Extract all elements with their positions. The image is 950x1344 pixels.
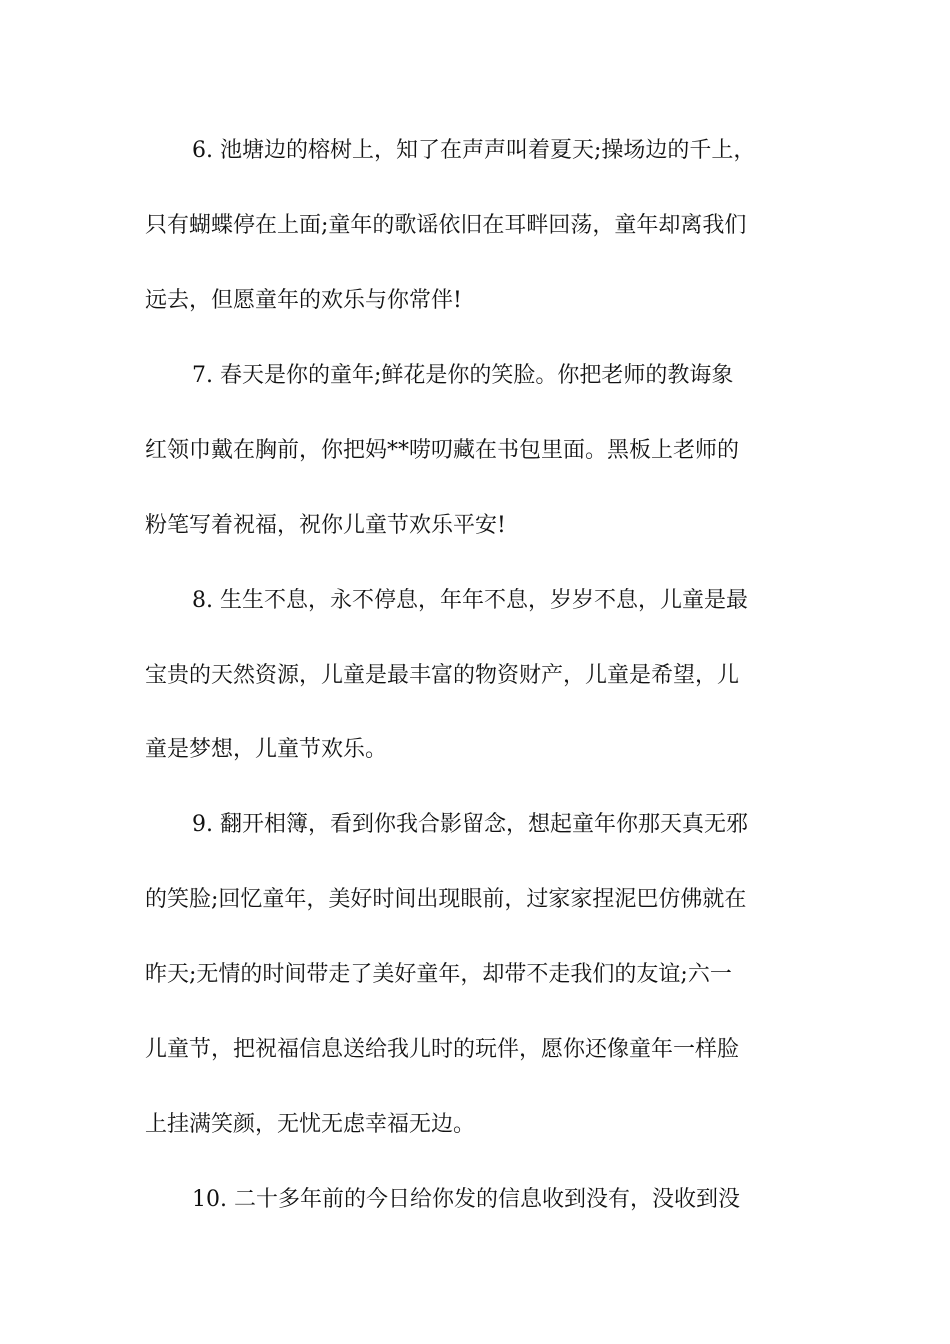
paragraph-line: 6. 池塘边的榕树上，知了在声声叫着夏天;操场边的千上，	[192, 138, 756, 163]
paragraph-line: 10. 二十多年前的今日给你发的信息收到没有，没收到没	[192, 1187, 740, 1212]
paragraph-line: 的笑脸;回忆童年，美好时间出现眼前，过家家捏泥巴仿佛就在	[145, 887, 747, 912]
paragraph-line: 7. 春天是你的童年;鲜花是你的笑脸。你把老师的教诲象	[192, 363, 734, 388]
paragraph-line: 远去，但愿童年的欢乐与你常伴!	[145, 288, 462, 313]
paragraph-line: 9. 翻开相簿，看到你我合影留念，想起童年你那天真无邪	[192, 812, 748, 837]
paragraph-line: 儿童节，把祝福信息送给我儿时的玩伴，愿你还像童年一样脸	[145, 1037, 740, 1062]
paragraph-line: 童是梦想，儿童节欢乐。	[145, 737, 388, 762]
paragraph-line: 只有蝴蝶停在上面;童年的歌谣依旧在耳畔回荡，童年却离我们	[145, 213, 747, 238]
paragraph-line: 宝贵的天然资源，儿童是最丰富的物资财产，儿童是希望，儿	[145, 663, 740, 688]
paragraph-line: 粉笔写着祝福，祝你儿童节欢乐平安!	[145, 513, 506, 538]
paragraph-line: 8. 生生不息，永不停息，年年不息，岁岁不息，儿童是最	[192, 588, 748, 613]
paragraph-line: 昨天;无情的时间带走了美好童年，却带不走我们的友谊;六一	[145, 962, 732, 987]
paragraph-line: 红领巾戴在胸前，你把妈**唠叨藏在书包里面。黑板上老师的	[145, 438, 740, 463]
paragraph-line: 上挂满笑颜，无忧无虑幸福无边。	[145, 1112, 476, 1137]
